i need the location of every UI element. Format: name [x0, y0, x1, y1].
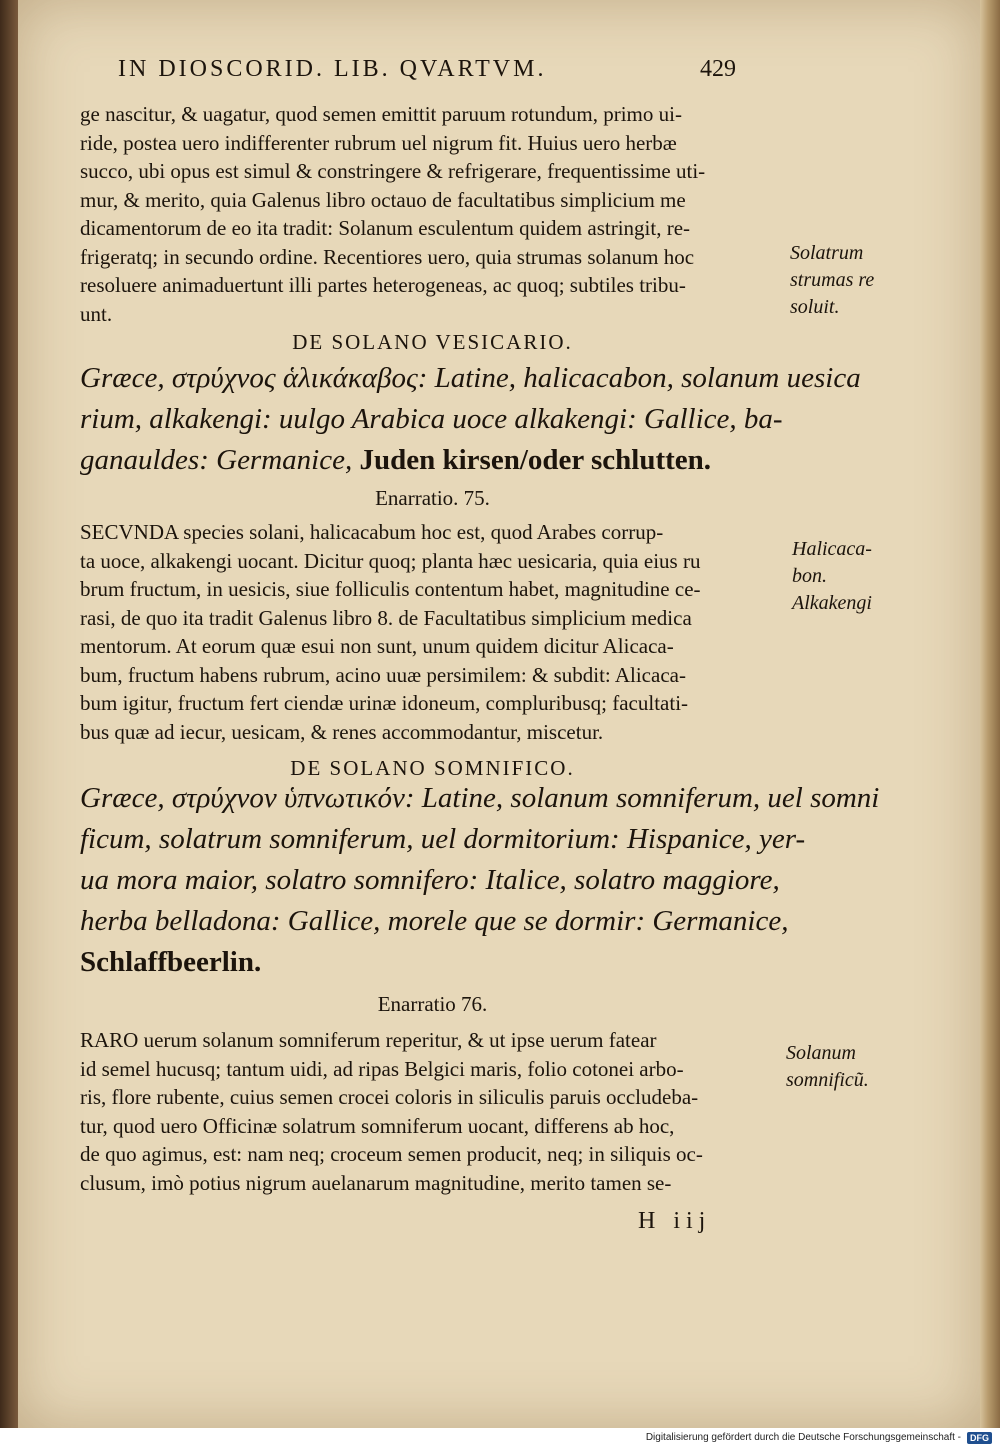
margin-note-line: strumas re: [790, 269, 875, 291]
text-line: brum fructum, in uesicis, siue folliculis contentum habet, magnitudine ce-: [80, 577, 701, 601]
text-line: resoluere animaduertunt illi partes heterogeneas, ac quoq; subtiles tribu-: [80, 273, 686, 297]
text-line: succo, ubi opus est simul & constringere & refrigerare, frequentissime uti-: [80, 159, 706, 183]
text-line: ris, flore rubente, cuius semen crocei coloris in siliculis paruis occludeba-: [80, 1085, 699, 1109]
margin-note-line: Solanum: [786, 1042, 856, 1064]
names-line: ua mora maior, solatro somnifero: Italice, solatro maggiore,: [80, 864, 780, 896]
margin-note-halicacabon: [792, 536, 872, 617]
names-line: rium, alkakengi: uulgo Arabica uoce alkakengi: Gallice, ba-: [80, 403, 783, 435]
enarratio-75-heading: Enarratio. 75.: [375, 486, 490, 510]
section-1-text: [80, 100, 785, 328]
signature-mark: H iij: [638, 1208, 712, 1234]
names-vesicario: [80, 358, 861, 481]
text-line: RARO uerum solanum somniferum reperitur, & ut ipse uerum fatear: [80, 1028, 657, 1052]
text-line: ride, postea uero indifferenter rubrum uel nigrum fit. Huius uero herbæ: [80, 130, 677, 155]
german-name-vesicario: Juden kirsen/oder schlutten.: [359, 444, 712, 476]
margin-note-line: Alkakengi: [792, 592, 872, 614]
margin-note-solanum-somnificum: [786, 1040, 869, 1094]
section-2-text: [80, 518, 785, 746]
text-line: ta uoce, alkakengi uocant. Dicitur quoq; planta hæc uesicaria, quia eius ru: [80, 548, 701, 573]
dfg-logo: DFG: [967, 1432, 992, 1444]
margin-note-line: somnificũ.: [786, 1069, 869, 1091]
text-line: de quo agimus, est: nam neq; croceum semen producit, neq; in siliquis oc-: [80, 1142, 703, 1166]
names-somnifico: [80, 778, 880, 983]
names-line: [80, 440, 785, 481]
names-line: ficum, solatrum somniferum, uel dormitorium: Hispanice, yer-: [80, 823, 806, 855]
text-line: rasi, de quo ita tradit Galenus libro 8. de Facultatibus simplicium medica: [80, 605, 692, 630]
text-line: clusum, imò potius nigrum auelanarum magnitudine, merito tamen se-: [80, 1170, 672, 1195]
text-line: bus quæ ad iecur, uesicam, & renes accommodantur, miscetur.: [80, 719, 604, 744]
text-line: tur, quod uero Officinæ solatrum somniferum uocant, differens ab hoc,: [80, 1113, 675, 1138]
names-line: herba belladona: Gallice, morele que se dormir: Germanice,: [80, 905, 789, 937]
footer-text: Digitalisierung gefördert durch die Deutsche Forschungsgemeinschaft -: [645, 1432, 961, 1443]
running-title: IN DIOSCORID. LIB. QVARTVM.: [118, 56, 547, 82]
text-line: ge nascitur, & uagatur, quod semen emittit paruum rotundum, primo ui-: [80, 102, 682, 126]
text-line: dicamentorum de eo ita tradit: Solanum esculentum quidem astringit, re-: [80, 216, 691, 240]
text-line: bum igitur, fructum fert ciendæ urinæ idoneum, compluribusq; facultati-: [80, 691, 689, 715]
text-line: mentorum. At eorum quæ esui non sunt, unum quidem dicitur Alicaca-: [80, 634, 674, 658]
folio-number: 429: [700, 56, 736, 82]
digitization-footer: [0, 1428, 1000, 1447]
book-binding: [0, 0, 18, 1428]
margin-note-solatrum: [790, 240, 874, 321]
heading-de-solano-somnifico: DE SOLANO SOMNIFICO.: [290, 756, 575, 780]
text-line: id semel hucusq; tantum uidi, ad ripas Belgici maris, folio cotonei arbo-: [80, 1056, 684, 1081]
enarratio-76-heading: Enarratio 76.: [377, 992, 488, 1016]
margin-note-line: Solatrum: [790, 242, 864, 264]
margin-note-line: soluit.: [790, 296, 840, 318]
text-line: SECVNDA species solani, halicacabum hoc est, quod Arabes corrup-: [80, 520, 664, 544]
text-line: mur, & merito, quia Galenus libro octauo de facultatibus simplicium me: [80, 187, 686, 212]
page-edges: [980, 0, 1000, 1428]
margin-note-line: bon.: [792, 565, 827, 587]
text-line: bum, fructum habens rubrum, acino uuæ persimilem: & subdit: Alicaca-: [80, 662, 686, 687]
heading-de-solano-vesicario: DE SOLANO VESICARIO.: [292, 330, 573, 354]
margin-note-line: Halicaca-: [792, 538, 872, 560]
names-line-text: ganauldes: Germanice,: [80, 444, 353, 476]
names-line: Græce, στρύχνος ἁλικάκαβος: Latine, halicacabon, solanum uesica: [80, 362, 861, 394]
text-line: unt.: [80, 301, 113, 326]
names-line: Græce, στρύχνον ὑπνωτικόν: Latine, solanum somniferum, uel somni: [80, 782, 880, 814]
german-name-somnifico: Schlaffbeerlin.: [80, 946, 262, 978]
text-line: frigeratq; in secundo ordine. Recentiores uero, quia strumas solanum hoc: [80, 244, 695, 269]
section-3-text: [80, 1026, 785, 1197]
